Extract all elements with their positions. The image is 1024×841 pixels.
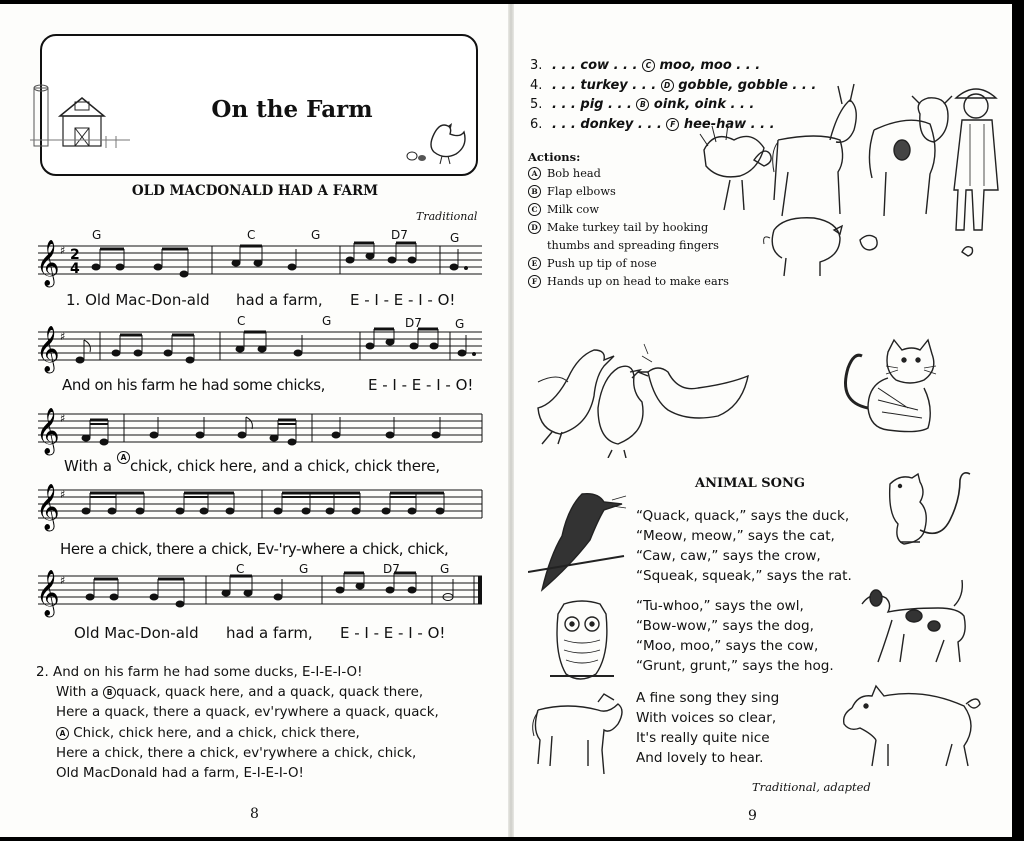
poem-stanza-2 <box>636 596 834 676</box>
chicks-icon <box>407 152 417 160</box>
verse-line: 3. . . . cow . . . C moo, moo . . . <box>530 58 761 73</box>
barn-icon <box>30 78 130 158</box>
chord: C <box>236 562 245 576</box>
banner-title: On the Farm <box>211 96 373 123</box>
chick-icon <box>860 235 877 250</box>
poem-line: It's really quite nice <box>636 730 770 746</box>
animal-song-credit: Traditional, adapted <box>752 780 871 794</box>
verse-line: With a B quack, quack here, and a quack, quack there, <box>56 685 424 701</box>
poem-line: “Caw, caw,” says the crow, <box>636 548 821 564</box>
lyric-line: E - I - E - I - O! <box>368 376 474 394</box>
lyric-line: Old Mac-Don-ald <box>74 624 199 642</box>
chord: G <box>455 317 465 331</box>
chord: D7 <box>391 228 408 242</box>
lyric-line: had a farm, <box>236 291 323 309</box>
chord: G <box>92 228 102 242</box>
animal-song-title: ANIMAL SONG <box>695 476 805 491</box>
poem-line: “Squeak, squeak,” says the rat. <box>636 568 852 584</box>
poem-stanza-3 <box>636 688 779 768</box>
rat-icon <box>880 470 980 550</box>
poem-line: “Tu-whoo,” says the owl, <box>636 598 804 614</box>
chord: D7 <box>405 316 422 330</box>
verse-line: Here a quack, there a quack, ev'rywhere a quack, quack, <box>56 705 439 721</box>
verse-2 <box>36 663 439 784</box>
lyric-line: And on his farm he had some chicks, <box>62 376 326 394</box>
book-gutter <box>508 4 514 837</box>
verse-line: 2. And on his farm he had some ducks, E-I-E-I-O! <box>36 665 363 680</box>
svg-text:♯: ♯ <box>60 574 66 587</box>
page-number-left: 8 <box>250 806 259 822</box>
poem-line: “Moo, moo,” says the cow, <box>636 638 819 654</box>
verse-line: Here a chick, there a chick, ev'rywhere a chick, chick, <box>56 745 417 761</box>
action-item: E Push up tip of nose <box>528 255 729 273</box>
turkey-icon <box>700 124 771 210</box>
lyric-line: E - I - E - I - O! <box>340 624 446 642</box>
time-sig-bottom: 4 <box>70 261 80 277</box>
lyric-line: had a farm, <box>226 624 313 642</box>
chord: G <box>322 314 332 328</box>
chord: G <box>311 228 321 242</box>
poem-line: With voices so clear, <box>636 710 777 726</box>
svg-text:♯: ♯ <box>60 244 66 257</box>
chord: G <box>299 562 309 576</box>
action-item: D Make turkey tail by hooking <box>528 219 729 237</box>
staff-1 <box>36 240 482 288</box>
poem-stanza-1 <box>636 506 852 586</box>
poem-line: “Grunt, grunt,” says the hog. <box>636 658 834 674</box>
poem-line: “Quack, quack,” says the duck, <box>636 508 850 524</box>
verse-line: 6. . . . donkey . . . F hee-haw . . . <box>530 116 775 132</box>
calf-icon <box>528 690 628 774</box>
time-sig-top: 2 <box>70 247 80 263</box>
owl-icon <box>550 600 614 684</box>
chord: G <box>440 562 450 576</box>
song-title: OLD MACDONALD HAD A FARM <box>131 183 379 199</box>
action-marker: A <box>117 451 130 464</box>
lyric-line: With a <box>64 457 113 475</box>
action-item: B Flap elbows <box>528 183 729 201</box>
poem-line: A fine song they sing <box>636 690 780 706</box>
verse-line: Old MacDonald had a farm, E-I-E-I-O! <box>56 766 304 782</box>
chord: G <box>450 231 460 245</box>
farm-animals-illustration <box>694 80 1012 280</box>
staff-5 <box>36 570 482 618</box>
verse-line: 4. . . . turkey . . . D gobble, gobble . . . <box>530 77 817 93</box>
staff-4 <box>36 484 482 532</box>
chord: C <box>247 228 256 242</box>
chicken-icon <box>394 114 474 169</box>
chord: D7 <box>383 562 400 576</box>
farmer-icon <box>954 89 998 230</box>
cow-icon <box>869 96 952 216</box>
poem-line: “Meow, meow,” says the cat, <box>636 528 835 544</box>
svg-text:♯: ♯ <box>60 412 66 425</box>
svg-text:♯: ♯ <box>60 330 66 343</box>
verse-line: 5. . . . pig . . . B oink, oink . . . <box>530 97 755 112</box>
staff-3 <box>36 408 482 456</box>
svg-text:𝄞: 𝄞 <box>36 570 60 616</box>
song-credit: Traditional <box>416 210 478 223</box>
page-number-right: 9 <box>748 808 757 824</box>
ducks-icon <box>528 332 758 458</box>
donkey-icon <box>773 84 857 216</box>
poem-line: And lovely to hear. <box>636 750 764 766</box>
pig-icon <box>764 218 842 276</box>
action-item: C Milk cow <box>528 201 729 219</box>
svg-text:𝄞: 𝄞 <box>36 408 60 454</box>
svg-text:♯: ♯ <box>60 488 66 501</box>
lyric-line: 1. Old Mac-Don-ald <box>66 291 210 309</box>
action-item: F Hands up on head to make ears <box>528 273 729 291</box>
lyric-line: E - I - E - I - O! <box>350 291 456 309</box>
verse-line: A Chick, chick here, and a chick, chick there, <box>36 724 439 744</box>
chord: C <box>237 314 246 328</box>
staff-2 <box>36 326 482 374</box>
chick-icon <box>962 247 973 256</box>
lyric-line: chick, chick here, and a chick, chick there, <box>130 457 440 475</box>
action-item: A Bob head <box>528 165 729 183</box>
svg-text:𝄞: 𝄞 <box>36 240 60 286</box>
svg-text:𝄞: 𝄞 <box>36 326 60 372</box>
title-banner <box>40 34 478 176</box>
cat-icon <box>838 338 942 436</box>
hog-icon <box>832 674 992 774</box>
dog-icon <box>852 576 978 670</box>
svg-text:𝄞: 𝄞 <box>36 484 60 530</box>
actions-title: Actions: <box>528 150 581 164</box>
crow-icon <box>528 486 638 594</box>
action-item: thumbs and spreading fingers <box>547 239 719 252</box>
lyric-line: Here a chick, there a chick, Ev-'ry-where a chick, chick, <box>60 540 449 558</box>
poem-line: “Bow-wow,” says the dog, <box>636 618 814 634</box>
